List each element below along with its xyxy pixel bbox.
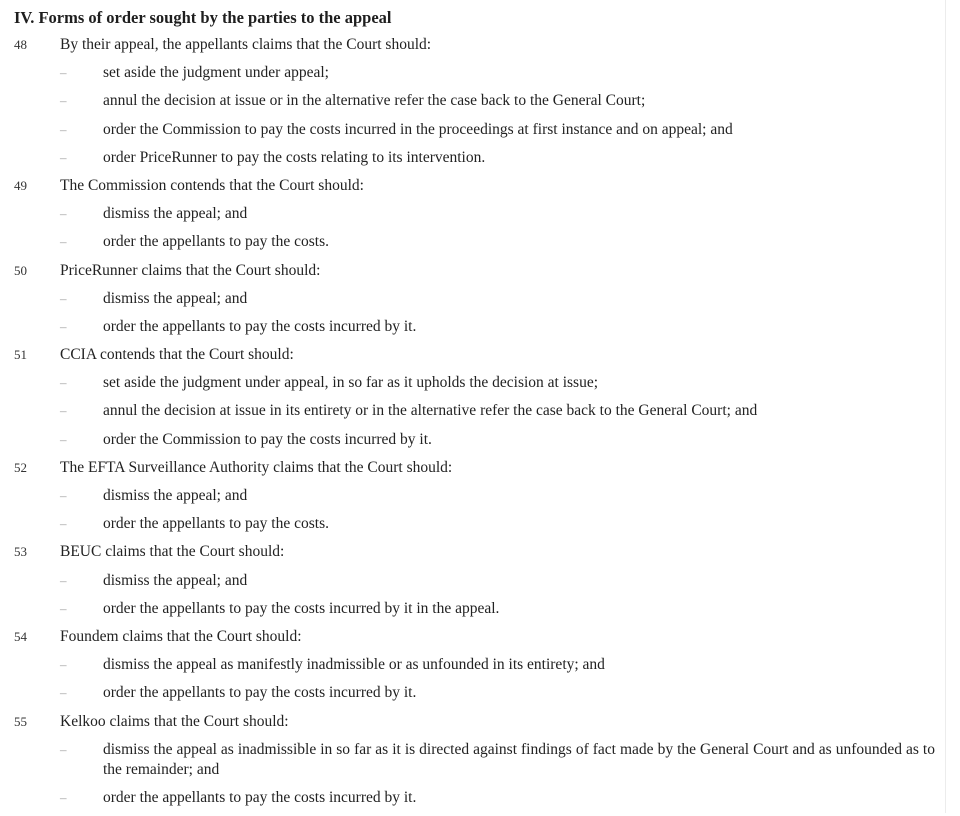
dash-marker: – — [60, 290, 67, 306]
list-item — [14, 289, 944, 317]
page-edge — [945, 0, 946, 813]
paragraph-number: 54 — [14, 628, 27, 644]
list-item-text: dismiss the appeal; and — [103, 289, 248, 307]
paragraph-intro: Kelkoo claims that the Court should: — [60, 712, 289, 730]
dash-marker: – — [60, 789, 67, 805]
paragraph-number: 50 — [14, 262, 27, 278]
paragraph-55 — [14, 712, 944, 816]
paragraph-intro-row — [14, 345, 944, 373]
paragraph-number: 49 — [14, 177, 27, 193]
paragraph-list — [14, 35, 944, 816]
list-item-text: dismiss the appeal as manifestly inadmissible or as unfounded in its entirety; and — [103, 656, 605, 674]
list-item — [14, 740, 944, 788]
list-item — [14, 232, 944, 260]
paragraph-intro: Foundem claims that the Court should: — [60, 627, 302, 645]
paragraph-48 — [14, 35, 944, 176]
dash-marker: – — [60, 121, 67, 137]
list-item — [14, 373, 944, 401]
list-item-text: order the appellants to pay the costs incurred by it in the appeal. — [103, 599, 500, 617]
list-item — [14, 788, 944, 816]
list-item-text: order the appellants to pay the costs incurred by it. — [103, 684, 417, 702]
dash-marker: – — [60, 431, 67, 447]
paragraph-51 — [14, 345, 944, 458]
paragraph-intro: PriceRunner claims that the Court should: — [60, 261, 321, 279]
dash-marker: – — [60, 375, 67, 391]
document-body — [14, 6, 944, 816]
paragraph-intro-row — [14, 35, 944, 63]
paragraph-number: 52 — [14, 459, 27, 475]
paragraph-intro-row — [14, 712, 944, 740]
dash-marker: – — [60, 318, 67, 334]
paragraph-54 — [14, 627, 944, 712]
paragraph-number: 51 — [14, 347, 27, 363]
list-item — [14, 317, 944, 345]
paragraph-intro-row — [14, 627, 944, 655]
paragraph-intro: BEUC claims that the Court should: — [60, 543, 285, 561]
paragraph-50 — [14, 261, 944, 346]
list-item-text: order the Commission to pay the costs incurred in the proceedings at first instance and on appeal; and — [103, 120, 733, 138]
dash-marker: – — [60, 657, 67, 673]
paragraph-number: 53 — [14, 544, 27, 560]
list-item — [14, 430, 944, 458]
section-title: IV. Forms of order sought by the parties to the appeal — [14, 8, 392, 27]
list-item-text: order the Commission to pay the costs incurred by it. — [103, 430, 432, 448]
list-item — [14, 63, 944, 91]
list-item-text: dismiss the appeal; and — [103, 571, 248, 589]
dash-marker: – — [60, 93, 67, 109]
dash-marker: – — [60, 488, 67, 503]
list-item — [14, 91, 944, 119]
dash-marker: – — [60, 572, 67, 588]
paragraph-intro: By their appeal, the appellants claims that the Court should: — [60, 36, 432, 53]
list-item — [14, 148, 944, 176]
paragraph-intro: The EFTA Surveillance Authority claims that the Court should: — [60, 458, 453, 476]
list-item-text: order the appellants to pay the costs. — [103, 233, 329, 251]
list-item-text: set aside the judgment under appeal, in so far as it upholds the decision at issue; — [103, 374, 599, 392]
list-item — [14, 655, 944, 683]
paragraph-intro-row — [14, 176, 944, 204]
list-item-text: dismiss the appeal; and — [103, 487, 248, 504]
paragraph-52 — [14, 458, 944, 543]
list-item-text: order PriceRunner to pay the costs relating to its intervention. — [103, 148, 486, 166]
dash-marker: – — [60, 741, 67, 757]
dash-marker: – — [60, 206, 67, 222]
list-item-text: dismiss the appeal as inadmissible in so far as it is directed against findings of fact made by the General Court and as unfounded as to the remainder; and — [103, 740, 935, 778]
paragraph-intro-row — [14, 261, 944, 289]
dash-marker: – — [60, 149, 67, 165]
paragraph-intro: The Commission contends that the Court should: — [60, 176, 364, 194]
paragraph-intro: CCIA contends that the Court should: — [60, 346, 294, 364]
dash-marker: – — [60, 685, 67, 701]
paragraph-49 — [14, 176, 944, 261]
list-item-text: annul the decision at issue or in the alternative refer the case back to the General Court; — [103, 92, 646, 110]
paragraph-number: 48 — [14, 37, 27, 52]
dash-marker: – — [60, 403, 67, 419]
paragraph-intro-row — [14, 458, 944, 486]
list-item — [14, 514, 944, 542]
list-item — [14, 599, 944, 627]
list-item — [14, 120, 944, 148]
list-item — [14, 401, 944, 429]
list-item-text: annul the decision at issue in its entirety or in the alternative refer the case back to the General Court; and — [103, 402, 758, 420]
list-item-text: order the appellants to pay the costs incurred by it. — [103, 788, 417, 806]
dash-marker: – — [60, 234, 67, 250]
list-item — [14, 204, 944, 232]
list-item — [14, 683, 944, 711]
paragraph-intro-row — [14, 542, 944, 570]
list-item — [14, 486, 944, 514]
list-item-text: order the appellants to pay the costs. — [103, 515, 329, 533]
list-item-text: order the appellants to pay the costs incurred by it. — [103, 317, 417, 335]
dash-marker: – — [60, 65, 67, 81]
dash-marker: – — [60, 600, 67, 616]
list-item-text: dismiss the appeal; and — [103, 205, 248, 223]
list-item — [14, 571, 944, 599]
dash-marker: – — [60, 516, 67, 532]
paragraph-number: 55 — [14, 713, 27, 729]
list-item-text: set aside the judgment under appeal; — [103, 64, 329, 82]
paragraph-53 — [14, 542, 944, 627]
